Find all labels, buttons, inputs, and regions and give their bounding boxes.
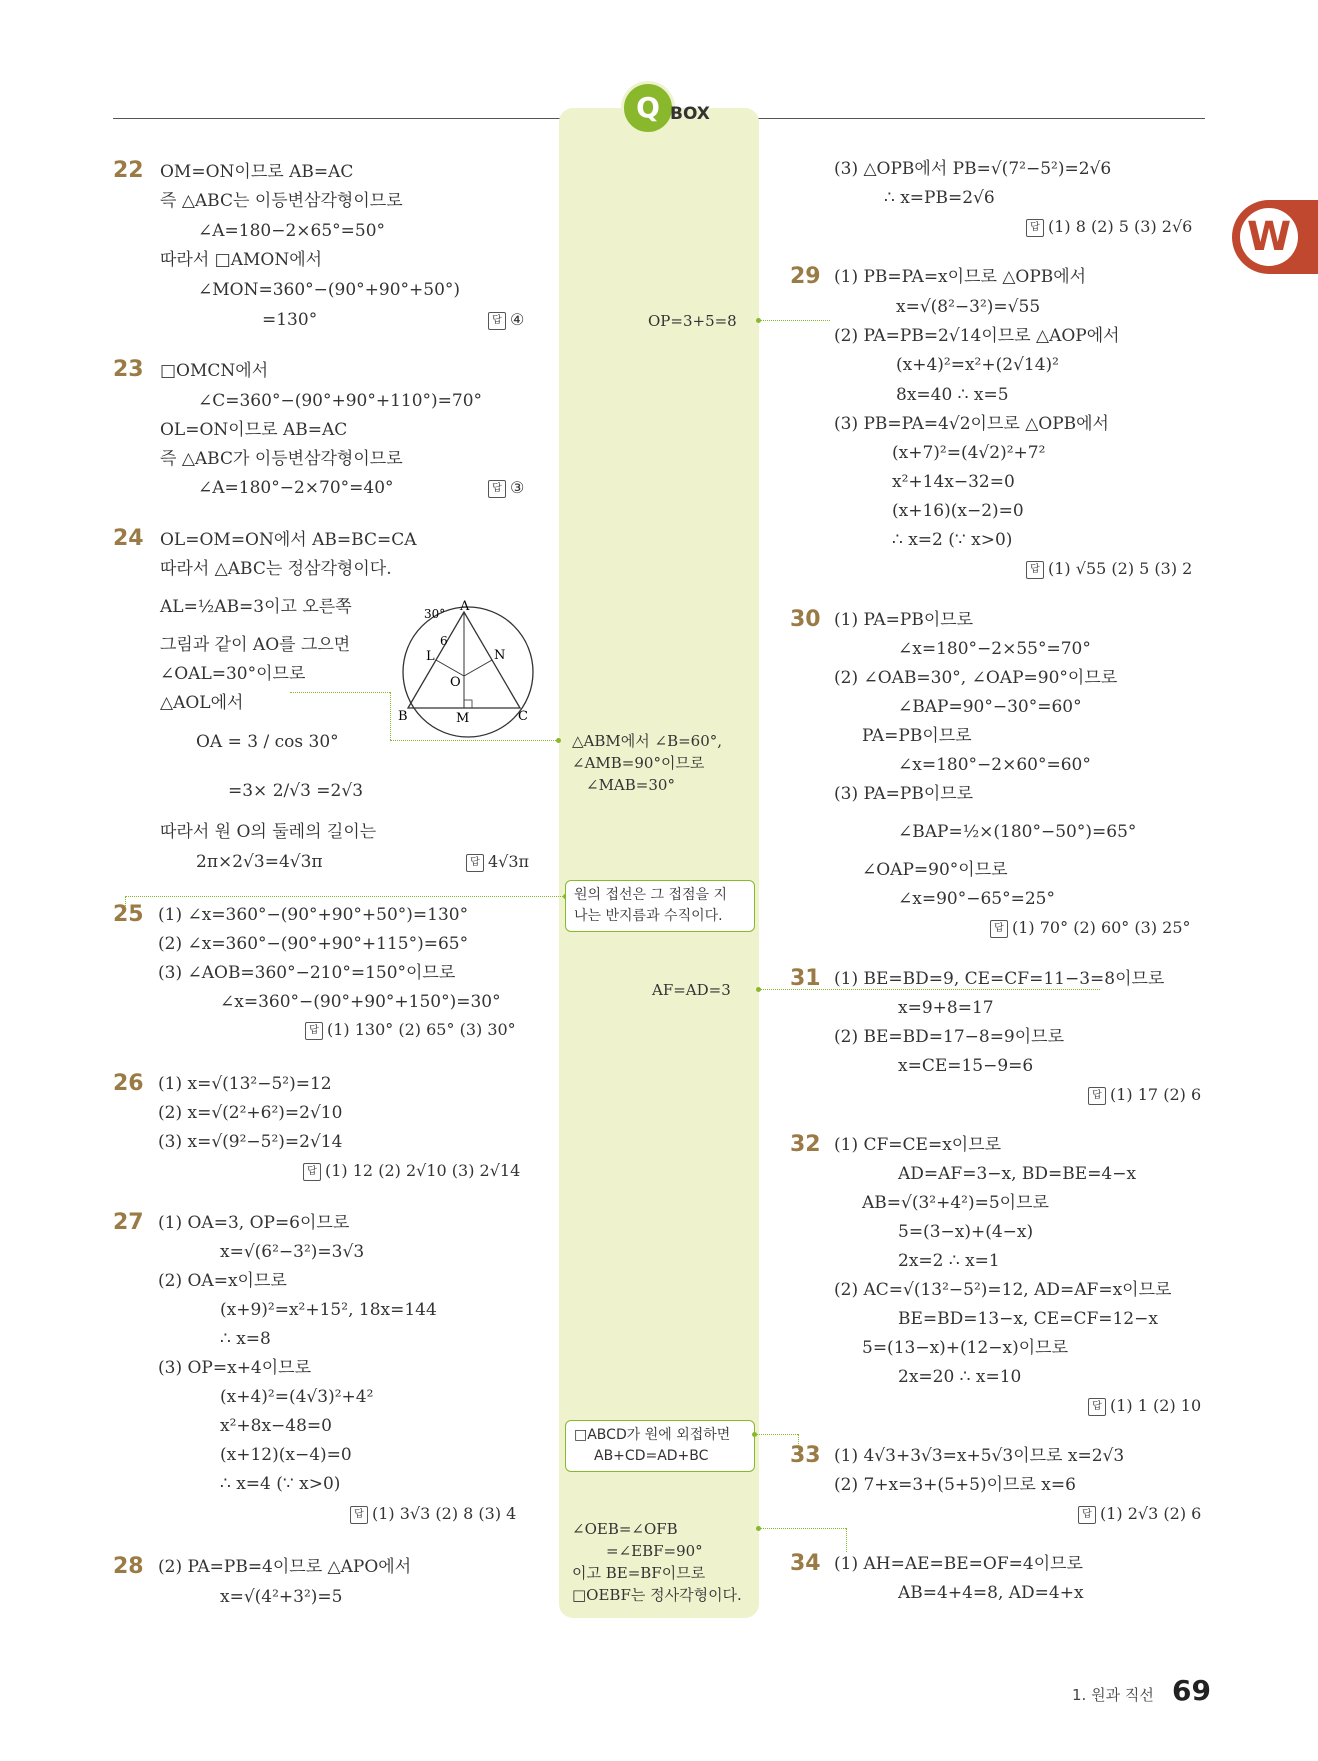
answer-mark-icon: 답 xyxy=(1026,219,1044,237)
note-abm-line: △ABM에서 ∠B=60°, xyxy=(572,732,723,750)
p33-line: (2) 7+x=3+(5+5)이므로 x=6 xyxy=(834,1475,1076,1495)
p32-line: (2) AC=√(13²−5²)=12, AD=AF=x이므로 xyxy=(834,1280,1172,1300)
p27-line: (3) OP=x+4이므로 xyxy=(158,1358,312,1378)
p23-answer: 답 ③ xyxy=(488,476,524,500)
header-rule-left xyxy=(113,118,561,119)
note-connector xyxy=(125,896,126,908)
header-rule-right xyxy=(757,118,1205,119)
note-connector xyxy=(760,1528,846,1529)
problem-23-number: 23 xyxy=(113,357,144,382)
p31-answer: 답 (1) 17 (2) 6 xyxy=(1088,1083,1201,1107)
p30-answer: 답 (1) 70° (2) 60° (3) 25° xyxy=(990,916,1191,940)
problem-27-number: 27 xyxy=(113,1210,144,1235)
p25-line: (1) ∠x=360°−(90°+90°+50°)=130° xyxy=(158,905,469,925)
note-connector-dot xyxy=(556,738,561,743)
problem-26-number: 26 xyxy=(113,1071,144,1096)
p30-line: ∠BAP=90°−30°=60° xyxy=(898,697,1082,717)
note-connector xyxy=(846,1528,847,1552)
circle-triangle-figure xyxy=(398,600,538,740)
p29-line: x²+14x−32=0 xyxy=(892,472,1015,492)
p24-line: AL=½AB=3이고 오른쪽 xyxy=(160,597,352,617)
p27-line: (x+9)²=x²+15², 18x=144 xyxy=(220,1300,437,1320)
answer-mark-icon: 답 xyxy=(488,480,506,498)
p24-answer: 답 4√3π xyxy=(466,850,529,874)
answer-mark-icon: 답 xyxy=(1088,1398,1106,1416)
answer-mark-icon: 답 xyxy=(303,1163,321,1181)
answer-mark-icon: 답 xyxy=(1026,561,1044,579)
p29-line: (1) PB=PA=x이므로 △OPB에서 xyxy=(834,267,1087,287)
p31-line: (1) BE=BD=9, CE=CF=11−3=8이므로 xyxy=(834,969,1165,989)
p32-line: AD=AF=3−x, BD=BE=4−x xyxy=(898,1164,1137,1184)
problem-31-number: 31 xyxy=(790,966,821,991)
p30-line: (1) PA=PB이므로 xyxy=(834,610,974,630)
p23-line: OL=ON이므로 AB=AC xyxy=(160,420,348,440)
answer-mark-icon: 답 xyxy=(466,854,484,872)
note-oebf-line: ∠OEB=∠OFB xyxy=(572,1520,678,1538)
p26-line: (2) x=√(2²+6²)=2√10 xyxy=(158,1103,343,1123)
p26-line: (1) x=√(13²−5²)=12 xyxy=(158,1074,332,1094)
problem-24-number: 24 xyxy=(113,526,144,551)
p23-line: ∠A=180°−2×70°=40° xyxy=(198,478,394,498)
p27-answer: 답 (1) 3√3 (2) 8 (3) 4 xyxy=(350,1502,516,1526)
p22-answer: 답 ④ xyxy=(488,308,524,332)
p26-line: (3) x=√(9²−5²)=2√14 xyxy=(158,1132,343,1152)
p28c-line: ∴ x=PB=2√6 xyxy=(884,188,995,208)
footer-chapter: 1. 원과 직선 xyxy=(1072,1686,1154,1704)
p24-line: △AOL에서 xyxy=(160,693,244,713)
p27-line: ∴ x=8 xyxy=(220,1329,271,1349)
chapter-badge xyxy=(1232,200,1318,274)
p28c-answer: 답 (1) 8 (2) 5 (3) 2√6 xyxy=(1026,215,1192,239)
p34-line: AB=4+4=8, AD=4+x xyxy=(898,1583,1084,1603)
note-connector xyxy=(125,896,565,897)
p24-line: 그림과 같이 AO를 그으면 xyxy=(160,635,351,655)
p22-line: 따라서 □AMON에서 xyxy=(160,250,323,270)
p25-line: (2) ∠x=360°−(90°+90°+115°)=65° xyxy=(158,934,469,954)
problem-29-number: 29 xyxy=(790,264,821,289)
note-tangent-line: 나는 반지름과 수직이다. xyxy=(574,908,723,924)
q-box-label: BOX xyxy=(670,104,710,124)
answer-mark-icon: 답 xyxy=(488,312,506,330)
problem-32-number: 32 xyxy=(790,1132,821,1157)
p27-line: (x+12)(x−4)=0 xyxy=(220,1445,352,1465)
p23-line: □OMCN에서 xyxy=(160,361,269,381)
note-oebf-line: □OEBF는 정사각형이다. xyxy=(572,1586,742,1604)
problem-30-number: 30 xyxy=(790,607,821,632)
p30-line: ∠BAP=½×(180°−50°)=65° xyxy=(898,822,1137,842)
note-abm-line: ∠MAB=30° xyxy=(586,776,675,794)
figure-segment-ol xyxy=(436,660,464,676)
p30-line: PA=PB이므로 xyxy=(862,726,972,746)
q-box-logo-icon: Q xyxy=(621,81,675,135)
p34-line: (1) AH=AE=BE=OF=4이므로 xyxy=(834,1554,1083,1574)
p28-line: x=√(4²+3²)=5 xyxy=(220,1587,343,1607)
note-abm-line: ∠AMB=90°이므로 xyxy=(572,754,705,772)
p32-line: 5=(13−x)+(12−x)이므로 xyxy=(862,1338,1069,1358)
figure-right-angle-mark xyxy=(464,700,472,708)
note-tangent-line: 원의 접선은 그 접점을 지 xyxy=(574,887,728,903)
p22-line: OM=ON이므로 AB=AC xyxy=(160,162,354,182)
p27-line: x²+8x−48=0 xyxy=(220,1416,332,1436)
note-af: AF=AD=3 xyxy=(652,981,731,999)
p32-line: 2x=20 ∴ x=10 xyxy=(898,1367,1022,1387)
figure-label-b: B xyxy=(398,709,408,724)
note-circumscribed-line: □ABCD가 원에 외접하면 xyxy=(574,1427,731,1443)
p32-line: 5=(3−x)+(4−x) xyxy=(898,1222,1034,1242)
figure-label-a: A xyxy=(460,600,470,614)
p24-line: =3× 2/√3 =2√3 xyxy=(228,781,364,801)
figure-label-six: 6 xyxy=(440,634,448,648)
answer-mark-icon: 답 xyxy=(350,1506,368,1524)
q-box-column xyxy=(559,108,759,1618)
note-connector xyxy=(390,740,556,741)
p22-line: =130° xyxy=(262,310,318,330)
answer-mark-icon: 답 xyxy=(1088,1087,1106,1105)
p28-line: (2) PA=PB=4이므로 △APO에서 xyxy=(158,1557,412,1577)
p24-line: OL=OM=ON에서 AB=BC=CA xyxy=(160,530,417,550)
p25-line: ∠x=360°−(90°+90°+150°)=30° xyxy=(220,992,501,1012)
p29-line: (2) PA=PB=2√14이므로 △AOP에서 xyxy=(834,326,1120,346)
p33-line: (1) 4√3+3√3=x+5√3이므로 x=2√3 xyxy=(834,1446,1125,1466)
problem-33-number: 33 xyxy=(790,1443,821,1468)
answer-mark-icon: 답 xyxy=(305,1022,323,1040)
p29-line: x=√(8²−3²)=√55 xyxy=(896,297,1041,317)
figure-label-o: O xyxy=(450,675,461,690)
p25-answer: 답 (1) 130° (2) 65° (3) 30° xyxy=(305,1018,516,1042)
p29-line: ∴ x=2 (∵ x>0) xyxy=(892,530,1013,550)
w-logo-icon: W xyxy=(1240,208,1298,266)
p29-line: 8x=40 ∴ x=5 xyxy=(896,385,1009,405)
note-connector xyxy=(390,692,391,740)
p30-line: ∠x=180°−2×60°=60° xyxy=(898,755,1091,775)
problem-22-number: 22 xyxy=(113,158,144,183)
p30-line: ∠OAP=90°이므로 xyxy=(862,860,1008,880)
problem-34-number: 34 xyxy=(790,1551,821,1576)
p22-line: 즉 △ABC는 이등변삼각형이므로 xyxy=(160,191,403,211)
page-number: 69 xyxy=(1172,1674,1211,1707)
p24-line: OA = 3 / cos 30° xyxy=(196,732,339,752)
figure-label-c: C xyxy=(518,709,528,724)
note-connector xyxy=(756,1434,798,1435)
p27-line: (1) OA=3, OP=6이므로 xyxy=(158,1213,350,1233)
p30-line: (3) PA=PB이므로 xyxy=(834,784,974,804)
p23-line: 즉 △ABC가 이등변삼각형이므로 xyxy=(160,449,403,469)
p29-line: (x+4)²=x²+(2√14)² xyxy=(896,355,1059,375)
note-oebf-line: =∠EBF=90° xyxy=(606,1542,703,1560)
p27-line: x=√(6²−3²)=3√3 xyxy=(220,1242,365,1262)
problem-28-number: 28 xyxy=(113,1554,144,1579)
p30-line: ∠x=90°−65°=25° xyxy=(898,889,1055,909)
p25-line: (3) ∠AOB=360°−210°=150°이므로 xyxy=(158,963,456,983)
p24-line: 따라서 원 O의 둘레의 길이는 xyxy=(160,822,377,842)
p24-line: 따라서 △ABC는 정삼각형이다. xyxy=(160,559,392,579)
p32-line: BE=BD=13−x, CE=CF=12−x xyxy=(898,1309,1158,1329)
note-oebf-line: 이고 BE=BF이므로 xyxy=(572,1564,706,1582)
p32-line: 2x=2 ∴ x=1 xyxy=(898,1251,1000,1271)
p27-line: ∴ x=4 (∵ x>0) xyxy=(220,1474,341,1494)
p31-line: x=CE=15−9=6 xyxy=(898,1056,1034,1076)
figure-segment-on xyxy=(464,660,492,676)
p27-line: (x+4)²=(4√3)²+4² xyxy=(220,1387,374,1407)
note-op: OP=3+5=8 xyxy=(648,312,737,330)
figure-label-l: L xyxy=(426,649,435,664)
p24-line: ∠OAL=30°이므로 xyxy=(160,664,306,684)
note-connector xyxy=(760,320,830,321)
p22-line: ∠A=180−2×65°=50° xyxy=(198,221,386,241)
note-connector xyxy=(290,692,390,693)
p22-line: ∠MON=360°−(90°+90°+50°) xyxy=(198,280,461,300)
p28c-line: (3) △OPB에서 PB=√(7²−5²)=2√6 xyxy=(834,159,1112,179)
note-tangent-box xyxy=(565,880,755,932)
figure-label-angle: 30° xyxy=(424,607,446,621)
p29-line: (3) PB=PA=4√2이므로 △OPB에서 xyxy=(834,414,1109,434)
p31-line: x=9+8=17 xyxy=(898,998,994,1018)
figure-label-m: M xyxy=(456,711,470,726)
p32-answer: 답 (1) 1 (2) 10 xyxy=(1088,1394,1201,1418)
problem-25-number: 25 xyxy=(113,902,144,927)
p32-line: AB=√(3²+4²)=5이므로 xyxy=(862,1193,1049,1213)
p30-line: (2) ∠OAB=30°, ∠OAP=90°이므로 xyxy=(834,668,1118,688)
p32-line: (1) CF=CE=x이므로 xyxy=(834,1135,1002,1155)
p29-line: (x+16)(x−2)=0 xyxy=(892,501,1024,521)
p29-line: (x+7)²=(4√2)²+7² xyxy=(892,443,1046,463)
p23-line: ∠C=360°−(90°+90°+110°)=70° xyxy=(198,391,483,411)
p26-answer: 답 (1) 12 (2) 2√10 (3) 2√14 xyxy=(303,1159,520,1183)
note-circumscribed-box xyxy=(565,1420,755,1472)
p31-line: (2) BE=BD=17−8=9이므로 xyxy=(834,1027,1065,1047)
p29-answer: 답 (1) √55 (2) 5 (3) 2 xyxy=(1026,557,1192,581)
answer-mark-icon: 답 xyxy=(1078,1506,1096,1524)
p24-line: 2π×2√3=4√3π xyxy=(196,852,323,872)
figure-label-n: N xyxy=(494,648,506,663)
answer-mark-icon: 답 xyxy=(990,920,1008,938)
p27-line: (2) OA=x이므로 xyxy=(158,1271,287,1291)
p30-line: ∠x=180°−2×55°=70° xyxy=(898,639,1091,659)
note-circumscribed-line: AB+CD=AD+BC xyxy=(594,1448,709,1464)
p33-answer: 답 (1) 2√3 (2) 6 xyxy=(1078,1502,1201,1526)
